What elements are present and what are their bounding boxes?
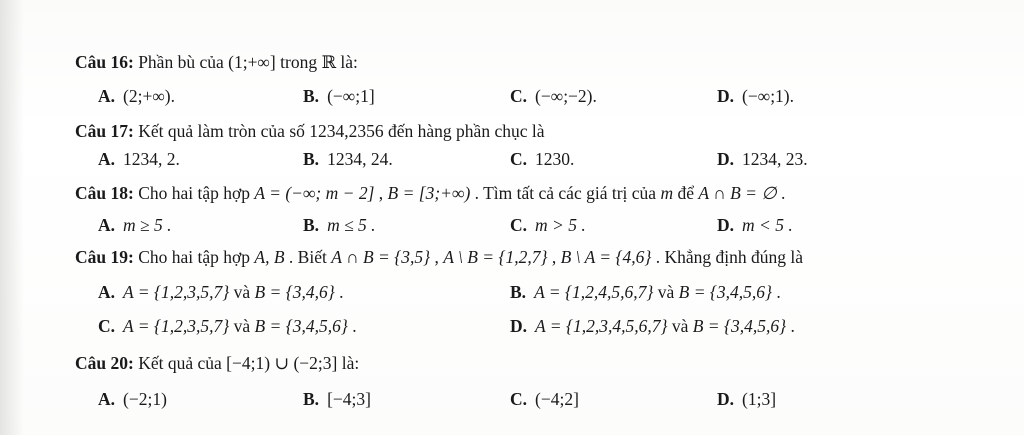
math-expression: A, B [254, 247, 285, 267]
option-letter: A. [98, 389, 116, 409]
option-math: B = {3,4,5,6} [254, 316, 348, 336]
question-text: . [776, 183, 786, 203]
q17-option-a[interactable] [98, 149, 180, 170]
question-text: . Tìm tất cả các giá trị của [470, 183, 661, 203]
option-value: m > 5 . [535, 215, 586, 235]
option-end: . [772, 282, 781, 302]
question-text: Cho hai tập hợp [133, 183, 255, 203]
option-letter: B. [303, 86, 320, 106]
question-text: trong [275, 52, 322, 72]
option-connector: và [653, 282, 679, 302]
math-expression: A \ B = {1,2,7} [443, 247, 548, 267]
option-math: B = {3,4,6} [254, 282, 335, 302]
math-expression: ℝ [321, 52, 336, 72]
option-value: 1234, 2. [123, 149, 180, 169]
option-letter: C. [510, 86, 528, 106]
page-edge-shadow [0, 0, 24, 435]
option-letter: B. [303, 389, 320, 409]
question-text: Cho hai tập hợp [133, 247, 255, 267]
math-expression: B = [3;+∞) [387, 183, 471, 203]
question-text: là: [337, 353, 360, 373]
question-text: . Khẳng định đúng là [651, 247, 804, 267]
option-letter: D. [717, 86, 735, 106]
math-expression: B \ A = {4,6} [560, 247, 652, 267]
option-connector: và [667, 316, 693, 336]
question-label: Câu 17: [75, 121, 134, 141]
option-letter: A. [98, 86, 116, 106]
option-letter: A. [98, 149, 116, 169]
question-18 [75, 183, 785, 204]
option-connector: và [229, 282, 255, 302]
q19-option-c[interactable] [98, 316, 357, 337]
option-end: . [786, 316, 795, 336]
option-letter: D. [717, 215, 735, 235]
q16-option-b[interactable] [303, 86, 375, 107]
option-value: (1;3] [742, 389, 777, 409]
question-text: để [673, 183, 699, 203]
option-math: A = {1,2,4,5,6,7} [534, 282, 654, 302]
q17-option-b[interactable] [303, 149, 393, 170]
option-letter: A. [98, 282, 116, 302]
option-letter: D. [510, 316, 528, 336]
option-value: m ≤ 5 . [327, 215, 376, 235]
question-label: Câu 18: [75, 183, 134, 203]
option-value: (−2;1) [123, 389, 167, 409]
option-letter: D. [717, 389, 735, 409]
option-math: A = {1,2,3,5,7} [123, 316, 230, 336]
question-17 [75, 121, 544, 142]
option-letter: C. [98, 316, 116, 336]
option-value: (−∞;1). [742, 86, 795, 106]
option-end: . [347, 316, 357, 336]
math-expression: A ∩ B = {3,5} [331, 247, 431, 267]
q18-option-d[interactable] [717, 215, 793, 236]
option-value: 1234, 24. [327, 149, 393, 169]
question-text: là: [336, 52, 358, 72]
option-math: A = {1,2,3,4,5,6,7} [535, 316, 668, 336]
question-label: Câu 16: [75, 52, 134, 72]
q19-option-a[interactable] [98, 282, 343, 303]
q19-option-d[interactable] [510, 316, 795, 337]
math-expression: 1234,2356 [309, 121, 384, 141]
option-math: A = {1,2,3,5,7} [123, 282, 230, 302]
option-letter: A. [98, 215, 116, 235]
option-letter: B. [303, 149, 320, 169]
option-letter: D. [717, 149, 735, 169]
option-letter: C. [510, 215, 528, 235]
option-value: [−4;3] [327, 389, 371, 409]
option-value: (−∞;1] [327, 86, 375, 106]
q16-option-a[interactable] [98, 86, 175, 107]
option-letter: B. [510, 282, 527, 302]
option-value: m < 5 . [742, 215, 793, 235]
option-letter: C. [510, 389, 528, 409]
option-value: (−4;2] [535, 389, 579, 409]
math-expression: (1;+∞] [228, 52, 276, 72]
q18-option-b[interactable] [303, 215, 376, 236]
q17-option-d[interactable] [717, 149, 808, 170]
option-connector: và [229, 316, 255, 336]
option-letter: C. [510, 149, 528, 169]
question-text: , [547, 247, 561, 267]
option-value: m ≥ 5 . [123, 215, 172, 235]
question-text: , [430, 247, 444, 267]
q18-option-c[interactable] [510, 215, 586, 236]
q20-option-b[interactable] [303, 389, 371, 410]
q20-option-c[interactable] [510, 389, 579, 410]
question-20 [75, 353, 359, 374]
math-expression: A ∩ B = ∅ [698, 183, 777, 203]
math-expression: [−4;1) ∪ (−2;3] [226, 353, 338, 373]
question-label: Câu 20: [75, 353, 134, 373]
q20-option-a[interactable] [98, 389, 167, 410]
q19-option-b[interactable] [510, 282, 781, 303]
question-text: Phần bù của [133, 52, 229, 72]
q20-option-d[interactable] [717, 389, 776, 410]
option-end: . [334, 282, 344, 302]
option-math: B = {3,4,5,6} [678, 282, 773, 302]
q18-option-a[interactable] [98, 215, 172, 236]
question-text: . Biết [284, 247, 332, 267]
option-value: 1230. [535, 149, 575, 169]
q16-option-c[interactable] [510, 86, 597, 107]
option-value: 1234, 23. [742, 149, 808, 169]
option-value: (2;+∞). [123, 86, 176, 106]
math-expression: A = (−∞; m − 2] [254, 183, 375, 203]
question-text: Kết quả làm tròn của số [133, 121, 310, 141]
question-text: , [374, 183, 388, 203]
option-value: (−∞;−2). [535, 86, 597, 106]
math-expression: m [660, 183, 674, 203]
option-letter: B. [303, 215, 320, 235]
question-label: Câu 19: [75, 247, 134, 267]
question-text: Kết quả của [133, 353, 227, 373]
question-19 [75, 247, 803, 268]
option-math: B = {3,4,5,6} [692, 316, 787, 336]
question-16 [75, 52, 358, 73]
q16-option-d[interactable] [717, 86, 794, 107]
question-text: đến hàng phần chục là [383, 121, 545, 141]
q17-option-c[interactable] [510, 149, 574, 170]
